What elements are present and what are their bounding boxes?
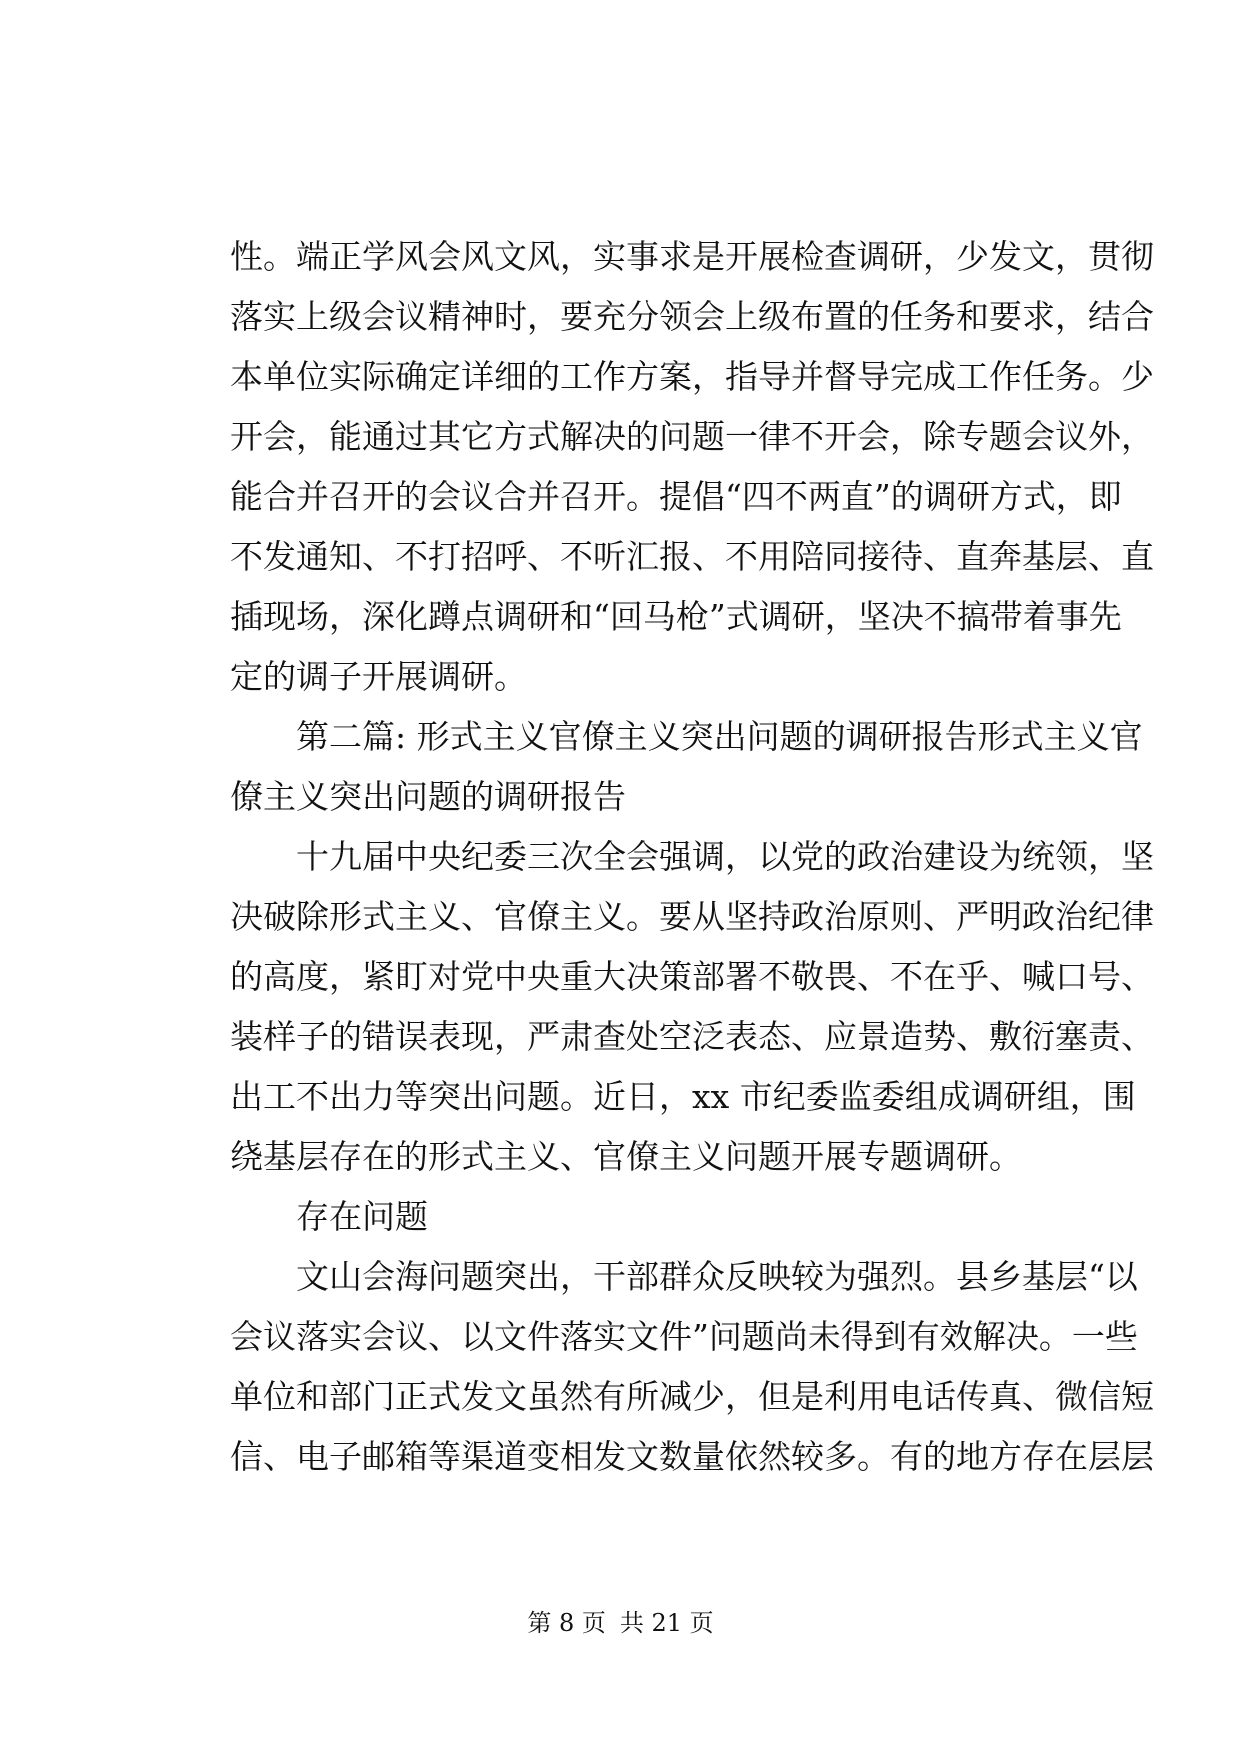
section-heading: 第二篇: 形式主义官僚主义突出问题的调研报告形式主义官 <box>296 717 1143 756</box>
text-line: 不发通知、不打招呼、不听汇报、不用陪同接待、直奔基层、直 <box>230 537 1154 576</box>
text-line: 十九届中央纪委三次全会强调，以党的政治建设为统领，坚 <box>296 837 1154 876</box>
text-line: 决破除形式主义、官僚主义。要从坚持政治原则、严明政治纪律 <box>230 897 1154 936</box>
text-line: 落实上级会议精神时，要充分领会上级布置的任务和要求，结合 <box>230 297 1154 336</box>
text-line: 本单位实际确定详细的工作方案，指导并督导完成工作任务。少 <box>230 357 1154 396</box>
text-line: 信、电子邮箱等渠道变相发文数量依然较多。有的地方存在层层 <box>230 1437 1154 1476</box>
text-line: 文山会海问题突出，干部群众反映较为强烈。县乡基层“以 <box>296 1257 1138 1296</box>
section-heading: 僚主义突出问题的调研报告 <box>230 777 626 816</box>
page-footer <box>0 1608 1241 1638</box>
text-line: 绕基层存在的形式主义、官僚主义问题开展专题调研。 <box>230 1137 1022 1176</box>
text-line: 开会，能通过其它方式解决的问题一律不开会，除专题会议外， <box>230 417 1154 456</box>
text-line: 插现场，深化蹲点调研和“回马枪”式调研，坚决不搞带着事先 <box>230 597 1122 636</box>
text-line: 出工不出力等突出问题。近日，xx 市纪委监委组成调研组，围 <box>230 1077 1136 1116</box>
text-line: 的高度，紧盯对党中央重大决策部署不敬畏、不在乎、喊口号、 <box>230 957 1154 996</box>
text-line: 能合并召开的会议合并召开。提倡“四不两直”的调研方式，即 <box>230 477 1122 516</box>
subheading: 存在问题 <box>296 1197 428 1236</box>
page-total: 共 21 页 <box>619 1609 714 1637</box>
text-line: 会议落实会议、以文件落实文件”问题尚未得到有效解决。一些 <box>230 1317 1138 1356</box>
text-line: 性。端正学风会风文风，实事求是开展检查调研，少发文，贯彻 <box>230 237 1154 276</box>
page-number: 第 8 页 <box>527 1609 606 1637</box>
text-line: 定的调子开展调研。 <box>230 657 527 696</box>
text-line: 装样子的错误表现，严肃查处空泛表态、应景造势、敷衍塞责、 <box>230 1017 1154 1056</box>
text-line: 单位和部门正式发文虽然有所减少，但是利用电话传真、微信短 <box>230 1377 1154 1416</box>
